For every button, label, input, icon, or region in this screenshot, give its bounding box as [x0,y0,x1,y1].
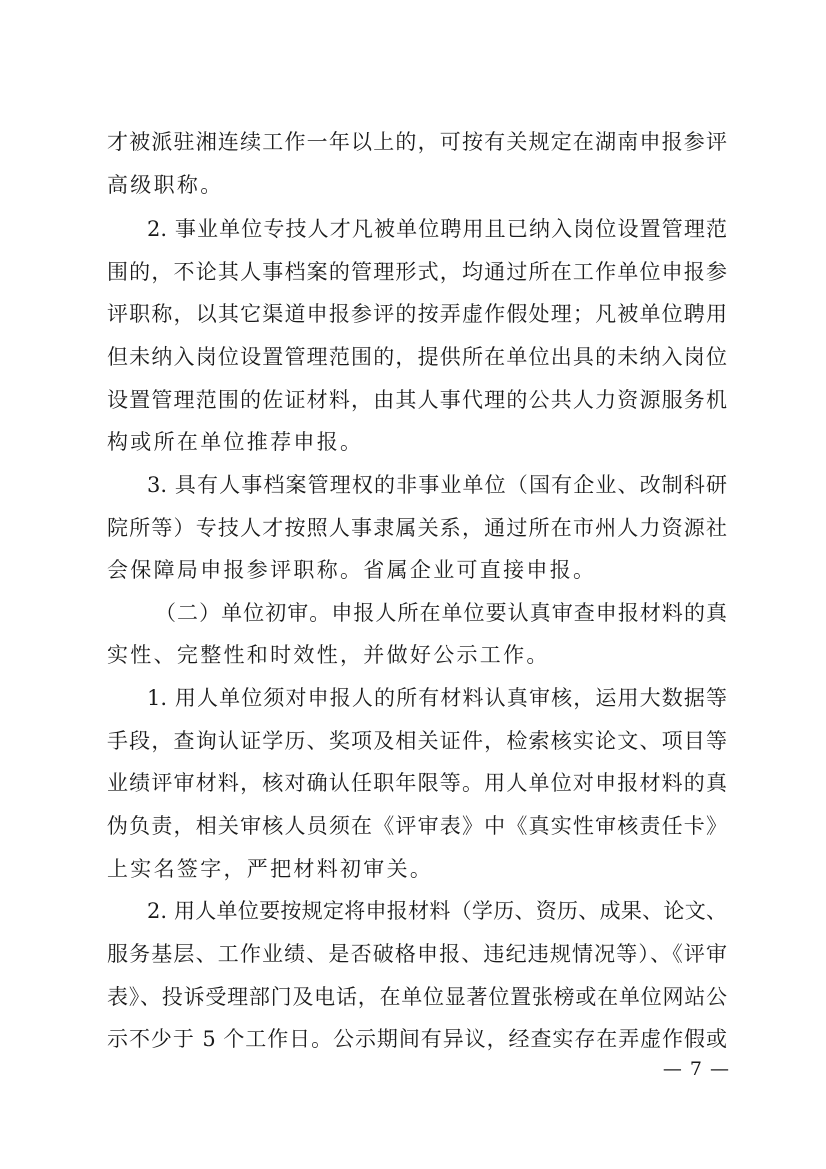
paragraph-first-line: 3. 具有人事档案管理权的非事业单位（国有企业、改制科研 [147,473,727,497]
section-heading-line: （二）单位初审。申报人所在单位要认真审查申报材料的真 [155,601,727,625]
text-line: 表》、投诉受理部门及电话，在单位显著位置张榜或在单位网站公 [107,985,727,1009]
text-line: 会保障局申报参评职称。省属企业可直接申报。 [107,558,597,582]
text-line: 高级职称。 [107,173,224,197]
text-line: 围的，不论其人事档案的管理形式，均通过所在工作单位申报参 [107,260,727,284]
text-line: 才被派驻湘连续工作一年以上的，可按有关规定在湖南申报参评 [107,130,727,154]
text-line: 但未纳入岗位设置管理范围的，提供所在单位出具的未纳入岗位 [107,345,727,369]
text-line: 伪负责，相关审核人员须在《评审表》中《真实性审核责任卡》 [107,814,727,838]
text-line: 手段，查询认证学历、奖项及相关证件，检索核实论文、项目等 [107,729,727,753]
text-line: 评职称，以其它渠道申报参评的按弄虚作假处理；凡被单位聘用 [107,302,727,326]
text-line: 设置管理范围的佐证材料，由其人事代理的公共人力资源服务机 [107,388,727,412]
text-line: 上实名签字，严把材料初审关。 [107,857,434,881]
text-line: 实性、完整性和时效性，并做好公示工作。 [107,643,550,667]
text-line: 构或所在单位推荐申报。 [107,430,364,454]
text-line: 业绩评审材料，核对确认任职年限等。用人单位对申报材料的真 [107,771,727,795]
paragraph-first-line: 1. 用人单位须对申报人的所有材料认真审核，运用大数据等 [147,686,727,710]
text-line: 院所等）专技人才按照人事隶属关系，通过所在市州人力资源社 [107,516,727,540]
page-number: — 7 — [662,1058,730,1080]
paragraph-first-line: 2. 事业单位专技人才凡被单位聘用且已纳入岗位设置管理范 [147,217,727,241]
paragraph-first-line: 2. 用人单位要按规定将申报材料（学历、资历、成果、论文、 [147,899,727,923]
text-line: 示不少于 5 个工作日。公示期间有异议，经查实存在弄虚作假或 [107,1027,727,1051]
text-line: 服务基层、工作业绩、是否破格申报、违纪违规情况等）、《评审 [107,942,727,966]
